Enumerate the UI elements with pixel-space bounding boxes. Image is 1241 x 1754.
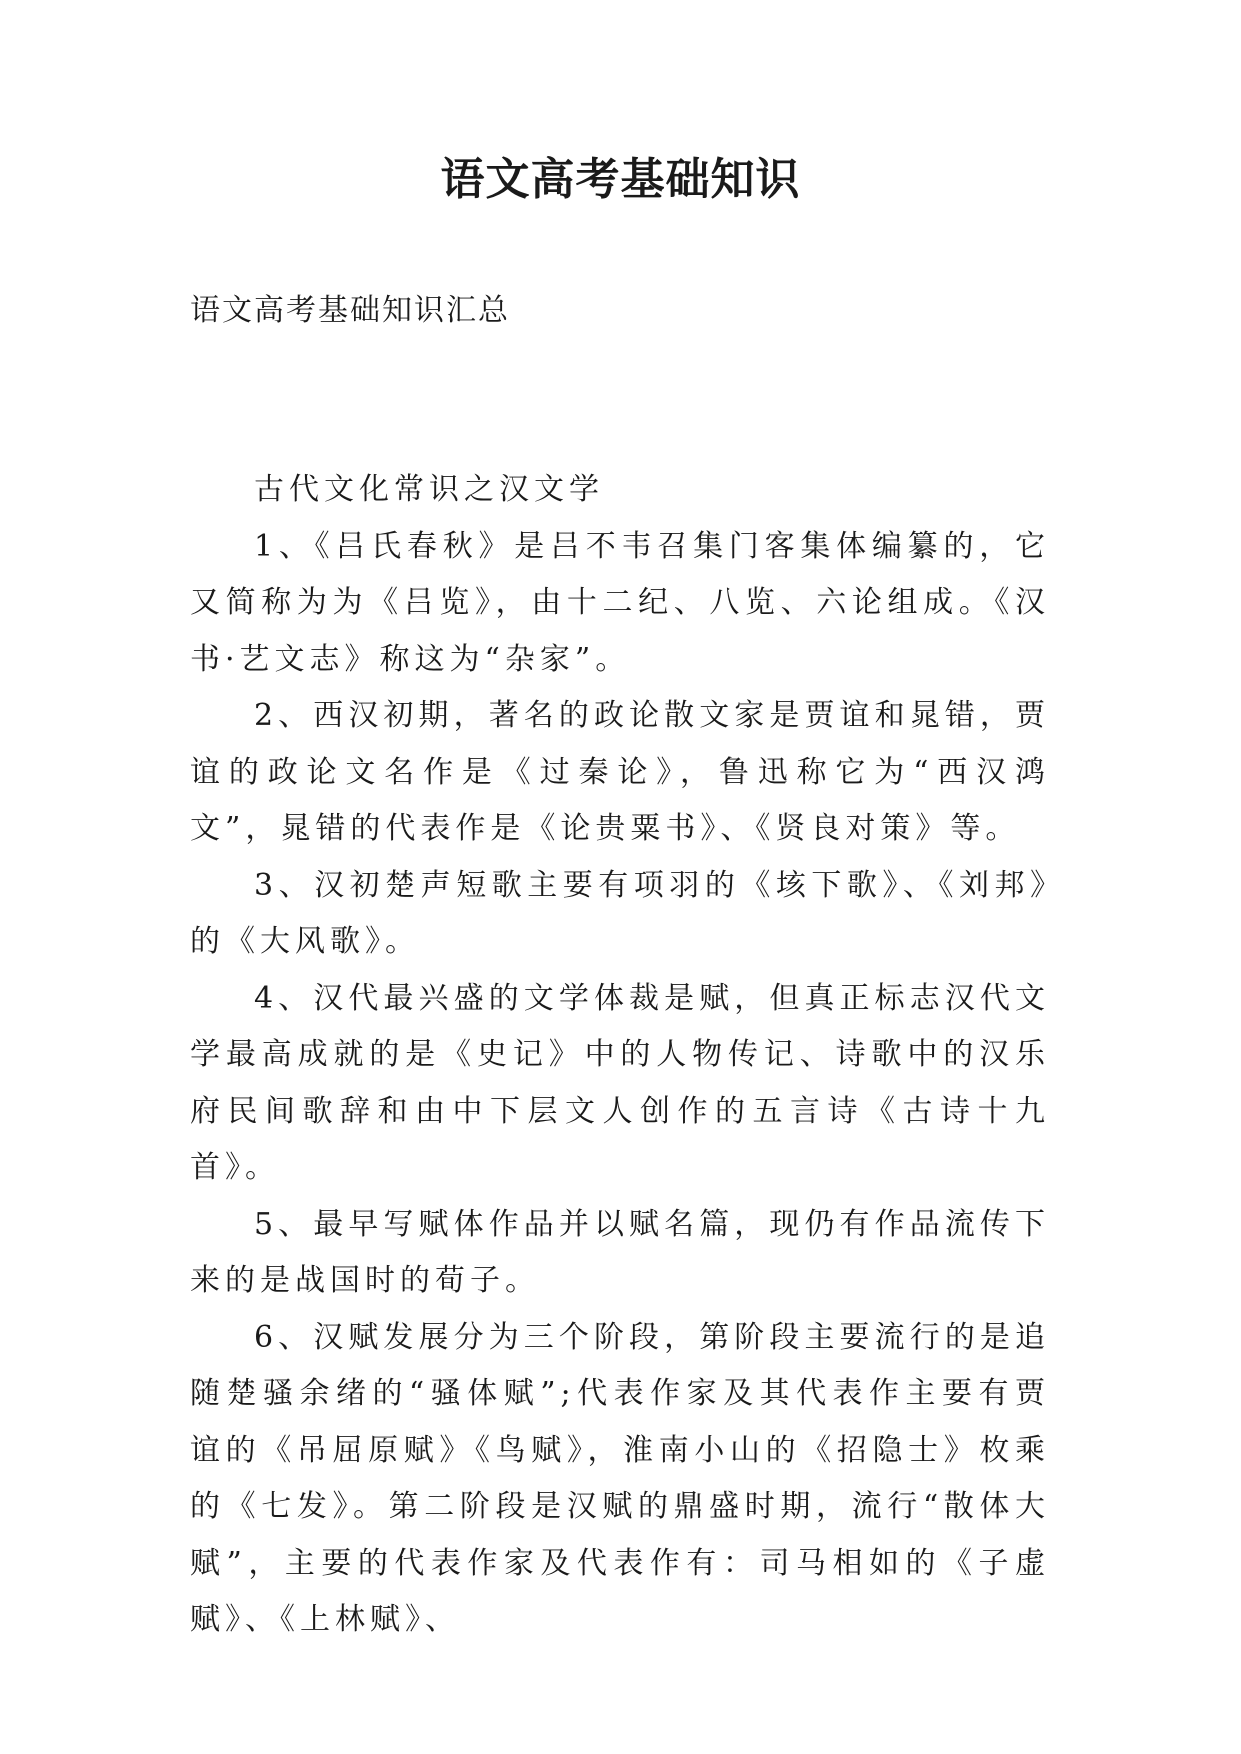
section-heading: 古代文化常识之汉文学 [254,472,604,507]
paragraph-4: 4、汉代最兴盛的文学体裁是赋，但真正标志汉代文学最高成就的是《史记》中的人物传记、诗歌中的汉乐府民间歌辞和由中下层文人创作的五言诗《古诗十九首》。 [190,980,1050,1185]
paragraph-5: 5、最早写赋体作品并以赋名篇，现仍有作品流传下来的是战国时的荀子。 [190,1206,1050,1298]
paragraph-3: 3、汉初楚声短歌主要有项羽的《垓下歌》、《刘邦》的《大风歌》。 [190,867,1050,959]
document-title: 语文高考基础知识 [440,154,801,205]
paragraph-1: 1、《吕氏春秋》是吕不韦召集门客集体编纂的，它又简称为为《吕览》，由十二纪、八览、六论组成。《汉书·艺文志》称这为“杂家”。 [190,528,1050,677]
document-body [190,462,1050,1649]
paragraph-2: 2、西汉初期，著名的政论散文家是贾谊和晁错，贾谊的政论文名作是《过秦论》，鲁迅称它为“西汉鸿文”，晁错的代表作是《论贵粟书》、《贤良对策》等。 [190,698,1050,846]
paragraph-6: 6、汉赋发展分为三个阶段，第阶段主要流行的是追随楚骚余绪的“骚体赋”;代表作家及其代表作主要有贾谊的《吊屈原赋》《鸟赋》，淮南小山的《招隐士》枚乘的《七发》。第二阶段是汉赋的鼎盛时期，流行“散体大赋”，主要的代表作家及代表作有：司马相如的《子虚赋》、《上林赋》、 [190,1319,1050,1637]
document-subtitle: 语文高考基础知识汇总 [190,293,510,328]
